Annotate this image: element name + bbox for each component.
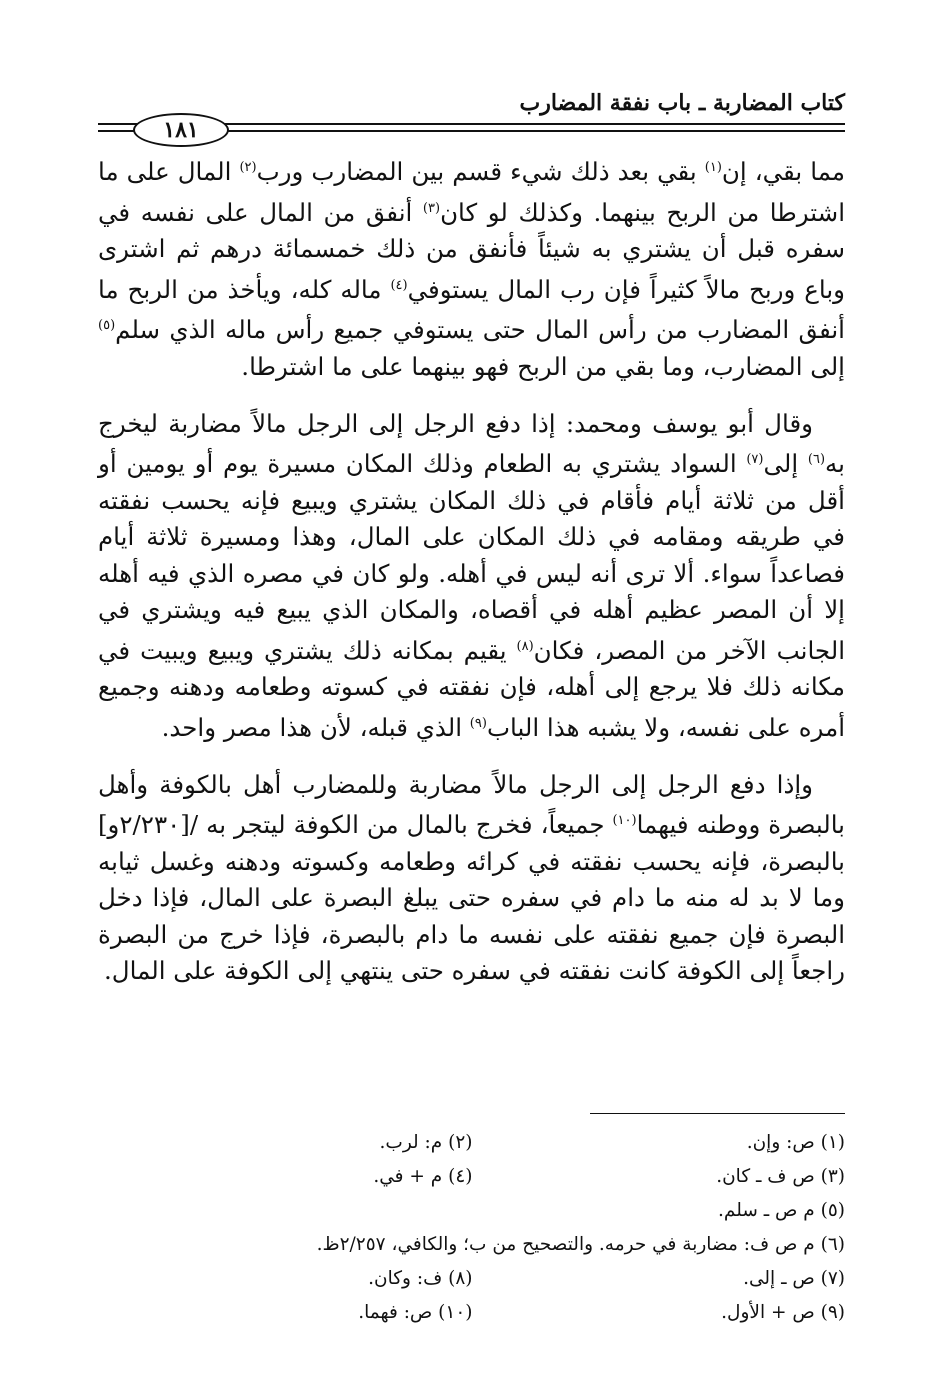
text-run: إلى المضارب، وما بقي من الربح فهو بينهما على ما اشترطا. [241,352,845,382]
page-number-badge: ١٨١ [133,113,229,147]
text-run: جميعاً، فخرج بالمال من الكوفة ليتجر به /[٢/٢٣٠و] بالبصرة، فإنه يحسب نفقته في كرائه وطعامه وكسوته ودهنه وغسل ثيابه وما لا بد له منه ما دام في سفره حتى يبلغ البصرة على المال، فإذا دخل البصرة فإن جميع نفقته على نفسه ما دام بالبصرة، فإذا خرج من البصرة راجعاً إلى الكوفة كانت نفقته في سفره حتى ينتهي إلى الكوفة على المال. [98,810,845,986]
footnotes [100,1126,845,1330]
footnote-row [100,1296,845,1330]
text-run: ماله كله، ويأخذ من الربح ما أنفق المضارب من رأس المال حتى يستوفي جميع رأس ماله الذي سلم [98,274,845,345]
footnote-4: (٤) م + في. [373,1166,473,1187]
footnote-ref: (٤) [390,277,408,293]
paragraph-2 [98,406,845,747]
footnote-ref: (٥) [98,318,116,334]
footnote-ref: (١) [704,160,722,175]
footnote-9: (٩) ص + الأول. [721,1302,845,1323]
text-run: يقيم بمكانه ذلك يشتري ويبيع ويبيت في مكانه ذلك فلا يرجع إلى أهله، فإن نفقته في كسوته وطعامه ودهنه وجميع أمره على نفسه، ولا يشبه هذا الباب [98,635,845,743]
text-run: وإذا دفع الرجل إلى الرجل مالاً مضاربة وللمضارب أهل بالكوفة وأهل بالبصرة ووطنه فيهما [98,769,845,840]
footnote-10: (١٠) ص: فهما. [358,1302,473,1323]
paragraph-3 [98,767,845,990]
footnote-separator [590,1113,845,1114]
text-run: المال على ما اشترطا من الربح بينهما. وكذلك لو كان [98,157,845,227]
footnote-ref: (١٠) [612,813,637,829]
footnote-2: (٢) م: لرب. [379,1132,473,1153]
footnote-ref: (٦) [807,452,826,468]
footnote-ref: (٢) [239,160,257,175]
text-run: مما بقي، إن [721,157,845,187]
text-run: بقي بعد ذلك شيء قسم بين المضارب ورب [256,157,705,187]
footnote-6: (٦) م ص ف: مضاربة في حرمه. والتصحيح من ب؛ والكافي، ٢/٢٥٧ظ. [316,1234,845,1255]
footnote-ref: (٧) [746,452,764,468]
text-run: وقال أبو يوسف ومحمد: إذا دفع الرجل إلى الرجل مالاً مضاربة ليخرج به [98,408,845,479]
footnote-row [100,1160,845,1194]
footnote-ref: (٩) [469,715,487,731]
footnote-row [100,1126,845,1160]
footnote-ref: (٣) [422,200,441,216]
footnote-row [100,1194,845,1228]
main-text [98,150,845,1010]
text-run: الذي قبله، لأن هذا مصر واحد. [161,713,470,743]
running-header-title: كتاب المضاربة ـ باب نفقة المضارب [519,90,845,116]
text-run: إلى [763,449,808,479]
footnote-5: (٥) م ص ـ سلم. [718,1200,845,1221]
text-run: أنفق من المال على نفسه في سفره قبل أن يشتري به شيئاً فأنفق من ذلك خمسمائة درهم ثم اشترى وباع وربح مالاً كثيراً فإن رب المال يستوفي [98,197,845,304]
footnote-8: (٨) ف: وكان. [368,1268,473,1289]
paragraph-1 [98,150,845,386]
text-run: السواد يشتري به الطعام وذلك المكان مسيرة يوم أو يومين أو أقل من ثلاثة أيام فأقام في ذلك المكان يشتري ويبيع فإنه يحسب نفقته في طريقه ومقامه في ذلك المكان على المال، وهذا ومسيرة ثلاثة أيام فصاعداً سواء. ألا ترى أنه ليس في أهله. ولو كان في مصره الذي فيه أهله إلا أن المصر عظيم أهله في أقصاه، والمكان الذي يبيع فيه ويشتري في الجانب الآخر من المصر، فكان [98,449,846,665]
footnote-ref: (٨) [516,638,534,654]
footnote-7: (٧) ص ـ إلى. [743,1268,845,1289]
footnote-row [100,1262,845,1296]
footnote-3: (٣) ص ف ـ كان. [716,1166,845,1187]
footnote-row [100,1228,845,1262]
footnote-1: (١) ص: وإن. [746,1132,845,1153]
